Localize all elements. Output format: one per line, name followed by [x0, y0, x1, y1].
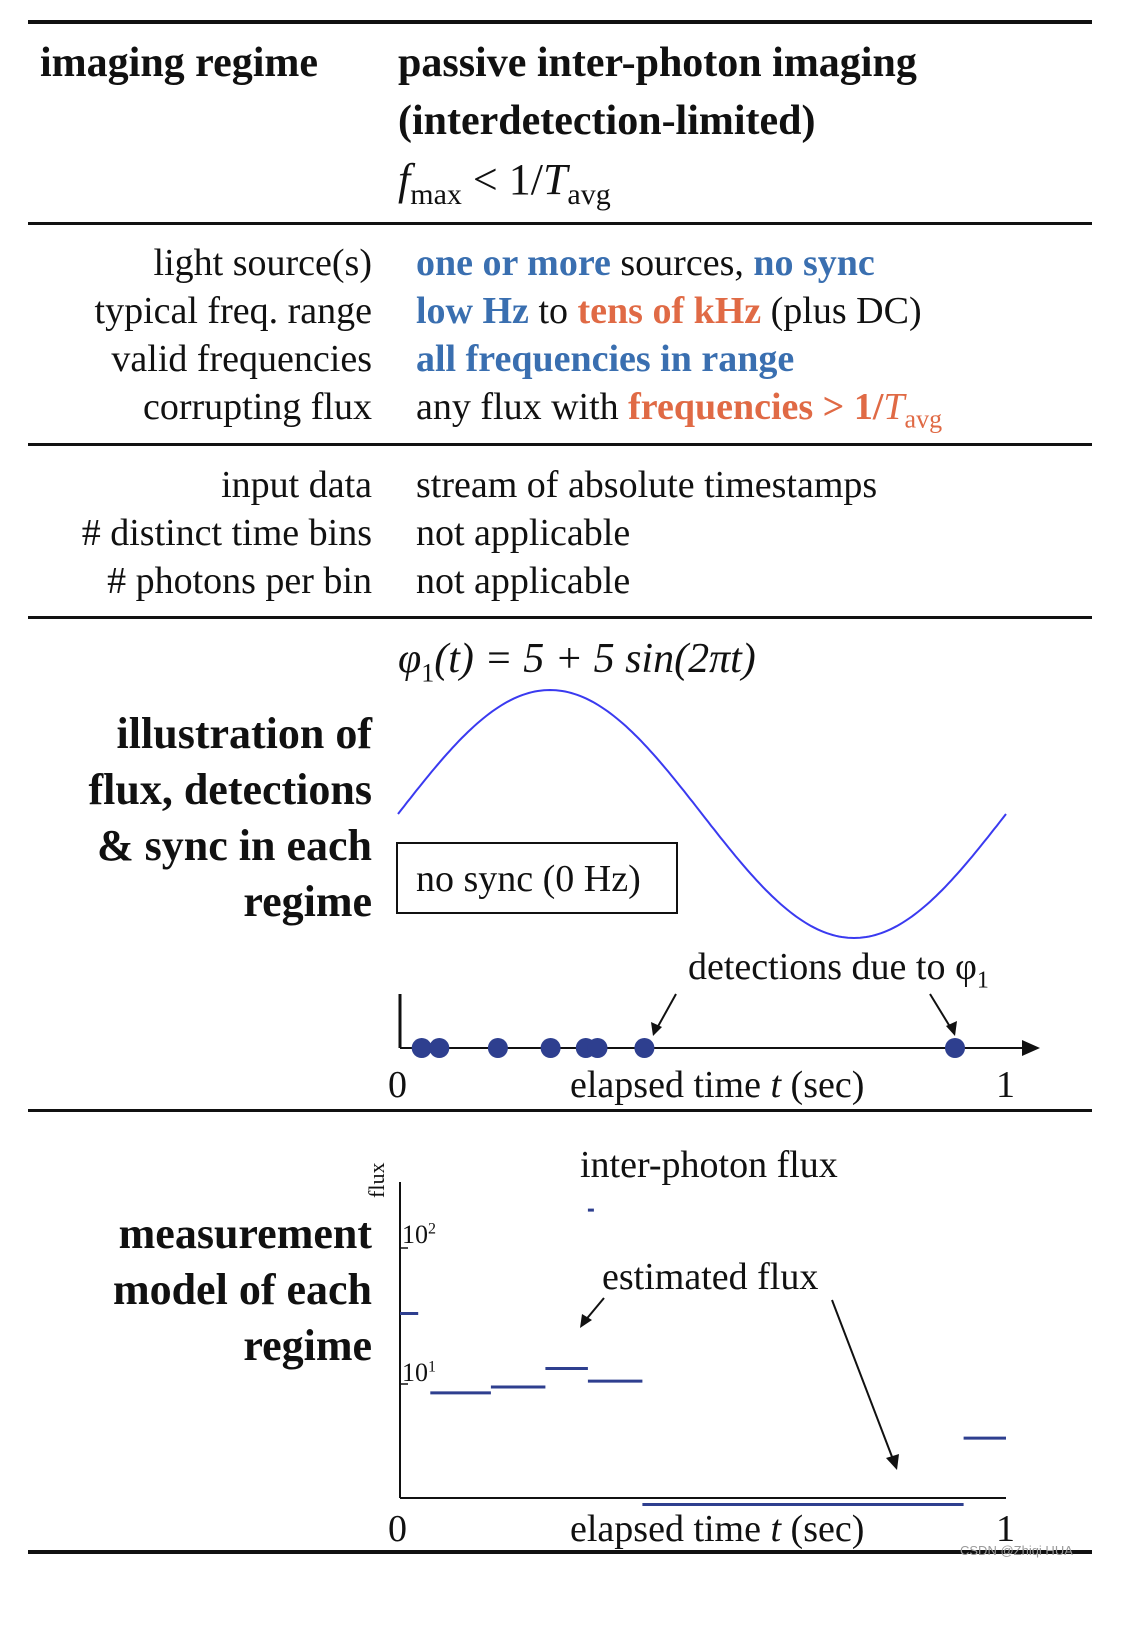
detections-label: detections due to $\varphi_1$	[688, 946, 989, 994]
flux-axis-label: flux	[364, 1162, 389, 1198]
time-bins-label: # distinct time bins	[81, 512, 372, 554]
light-source-value: one or more sources, no sync	[416, 242, 875, 284]
time-bins-value: not applicable	[416, 512, 631, 554]
flux-equation: $\varphi_1(t) = 5 + 5$ sin(2πt)	[398, 636, 756, 688]
inter-photon-flux-label: inter-photon flux	[580, 1144, 838, 1186]
regime-condition: $f_{max} < 1/T_{avg}$	[398, 155, 611, 211]
valid-freq-value: all frequencies in range	[416, 338, 795, 380]
valid-freq-label: valid frequencies	[111, 338, 372, 380]
illustration-label-line1: illustration of	[116, 709, 372, 758]
corrupting-flux-label: corrupting flux	[142, 386, 372, 428]
measurement-label-line3: regime	[243, 1321, 372, 1370]
regime-title-line2: (interdetection-limited)	[398, 98, 816, 144]
timeline-one: 1	[996, 1064, 1015, 1106]
measurement-axis-label: elapsed time t (sec)	[570, 1508, 865, 1550]
estimated-pointer-right	[832, 1300, 894, 1462]
photons-per-bin-label: # photons per bin	[107, 560, 372, 602]
estimated-pointer-right-head	[886, 1454, 899, 1470]
input-data-value: stream of absolute timestamps	[416, 464, 878, 506]
input-data-label: input data	[221, 464, 372, 506]
measurement-zero: 0	[388, 1508, 407, 1550]
regime-title-line1: passive inter-photon imaging	[398, 40, 917, 86]
freq-range-label: typical freq. range	[94, 290, 372, 332]
tick-10-2: $10^2$	[402, 1220, 436, 1249]
corrupting-flux-value: any flux with frequencies > $1/T_{avg}$	[416, 386, 943, 434]
measurement-one: 1	[996, 1508, 1015, 1550]
timeline-axis-label: elapsed time t (sec)	[570, 1064, 865, 1106]
timeline-zero: 0	[388, 1064, 407, 1106]
column-label: imaging regime	[40, 40, 319, 86]
light-source-label: light source(s)	[153, 242, 372, 284]
estimated-flux-label: estimated flux	[602, 1256, 819, 1298]
sync-box-label: no sync (0 Hz)	[416, 858, 641, 900]
watermark: CSDN @Zhiqi HUA	[960, 1543, 1073, 1558]
illustration-label-line3: & sync in each	[97, 821, 372, 870]
freq-range-value: low Hz to tens of kHz (plus DC)	[416, 290, 922, 332]
measurement-label-line1: measurement	[118, 1209, 372, 1258]
photons-per-bin-value: not applicable	[416, 560, 631, 602]
illustration-label-line4: regime	[243, 877, 372, 926]
illustration-label-line2: flux, detections	[88, 765, 372, 814]
measurement-label-line2: model of each	[112, 1265, 372, 1314]
tick-10-1: $10^1$	[402, 1358, 436, 1387]
